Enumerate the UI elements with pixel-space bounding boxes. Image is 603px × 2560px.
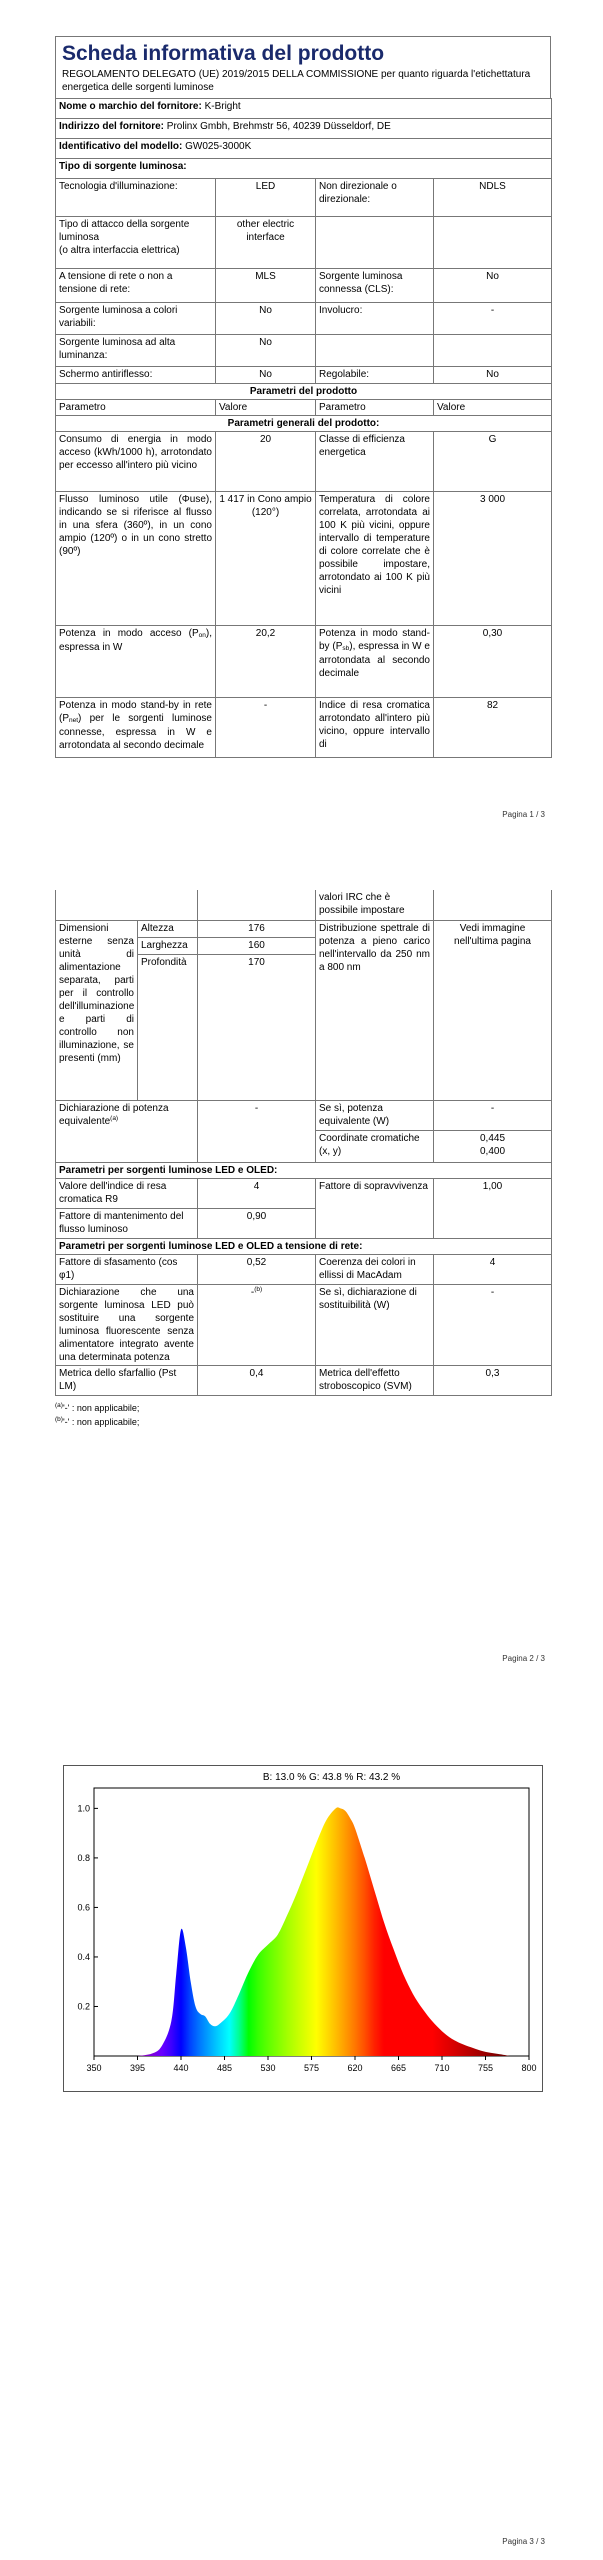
- replacement-claim-label: Se sì, dichiarazione di sostituibilità (W): [316, 1284, 434, 1365]
- x-tick-label: 575: [303, 2063, 320, 2073]
- spectral-distribution-value: Vedi immagine nell'ultima pagina: [434, 920, 552, 1100]
- standby-power-label: [316, 626, 434, 698]
- colour-tunable-value: No: [216, 303, 316, 335]
- mains-value: MLS: [216, 269, 316, 303]
- footnote-a: [55, 1401, 551, 1416]
- column-header-row: [56, 400, 552, 416]
- efficiency-class-label: Classe di efficienza energetica: [316, 432, 434, 492]
- stroboscopic-value: 0,3: [434, 1365, 552, 1395]
- depth-value: 170: [198, 954, 316, 1100]
- label-part: ), espressa in W e arrotondata al secondo decimale: [319, 641, 430, 679]
- macadam-label: Coerenza dei colori in ellissi di MacAdam: [316, 1254, 434, 1284]
- spectral-distribution-chart: [63, 1765, 543, 2092]
- empty-cell: [434, 217, 552, 269]
- energy-row: [56, 432, 552, 492]
- col-header-param-2: Parametro: [316, 400, 434, 416]
- networked-standby-value: -: [216, 698, 316, 758]
- product-sheet-continued: [55, 890, 551, 1430]
- r9-row: [56, 1178, 552, 1208]
- empty-cell: [316, 217, 434, 269]
- regulation-desc: per quanto riguarda l'etichettatura energetica delle sorgenti luminose: [62, 69, 531, 94]
- cri-value: 82: [434, 698, 552, 758]
- equivalent-power-row: [56, 1100, 552, 1130]
- directional-label: Non direzionale o direzionale:: [316, 179, 434, 217]
- source-row-5: [56, 335, 552, 367]
- x-tick-label: 530: [260, 2063, 276, 2073]
- equivalent-power-w-value: -: [434, 1100, 552, 1130]
- efficiency-class-value: G: [434, 432, 552, 492]
- y-tick-label: 0.2: [77, 2001, 90, 2012]
- r9-value: 4: [198, 1178, 316, 1208]
- led-oled-heading-row: [56, 1162, 552, 1178]
- power-factor-label: Fattore di sfasamento (cos φ1): [56, 1254, 198, 1284]
- page-1: [0, 0, 603, 830]
- product-params-heading: Parametri del prodotto: [56, 384, 552, 400]
- led-mains-heading: Parametri per sorgenti luminose LED e OLED a tensione di rete:: [56, 1238, 552, 1254]
- equivalent-power-value: -: [198, 1100, 316, 1162]
- survival-factor-label: Fattore di sopravvivenza: [316, 1178, 434, 1238]
- power-factor-value: 0,52: [198, 1254, 316, 1284]
- supplier-name-value: K-Bright: [204, 101, 241, 113]
- colour-tunable-label: Sorgente luminosa a colori variabili:: [56, 303, 216, 335]
- page-number: Pagina 1 / 3: [502, 810, 545, 819]
- page-number: Pagina 3 / 3: [502, 2537, 545, 2546]
- footnote-text: '-' : non applicabile;: [62, 1417, 140, 1427]
- empty-cell: [198, 890, 316, 920]
- fluorescent-replacement-label: Dichiarazione che una sorgente luminosa LED può sostituire una sorgente luminosa fluorescente senza alimentatore integrato avente una determinata potenza: [56, 1284, 198, 1365]
- label-part: ), espressa in W: [59, 628, 212, 653]
- fluorescent-replacement-value: [198, 1284, 316, 1365]
- cct-value: 3 000: [434, 492, 552, 626]
- y-tick-label: 1.0: [77, 1803, 90, 1814]
- col-header-value-2: Valore: [434, 400, 552, 416]
- document-title: Scheda informativa del prodotto: [62, 42, 385, 65]
- chromaticity-x: 0,445: [479, 1132, 506, 1144]
- footnote-text: '-' : non applicabile;: [62, 1402, 140, 1413]
- cri-label: Indice di resa cromatica arrotondato all'intero più vicino, oppure intervallo di: [316, 698, 434, 758]
- flicker-metric-label: Metrica dello sfarfallio (Pst LM): [56, 1365, 198, 1395]
- replacement-claim-value: -: [434, 1284, 552, 1365]
- footnotes: [55, 1401, 551, 1430]
- empty-cell: [316, 335, 434, 367]
- x-tick-label: 800: [521, 2063, 537, 2073]
- on-mode-power-value: 20,2: [216, 626, 316, 698]
- model-value: GW025-3000K: [185, 141, 252, 153]
- page-number: Pagina 2 / 3: [502, 1654, 545, 1663]
- x-tick-label: 350: [86, 2063, 102, 2073]
- source-type-heading: Tipo di sorgente luminosa:: [56, 159, 552, 179]
- x-tick-label: 440: [173, 2063, 189, 2073]
- empty-cell: [434, 890, 552, 920]
- general-params-heading: Parametri generali del prodotto:: [56, 416, 552, 432]
- energy-consumption-value: 20: [216, 432, 316, 492]
- label-subscript: on: [198, 632, 206, 640]
- stroboscopic-label: Metrica dell'effetto stroboscopico (SVM): [316, 1365, 434, 1395]
- title-block: [55, 36, 551, 98]
- supplier-name-row: [56, 99, 552, 119]
- height-label: Altezza: [138, 920, 198, 937]
- anti-glare-value: No: [216, 367, 316, 384]
- label-part: Potenza in modo stand-by in rete (P: [59, 700, 212, 725]
- footnote-ref-b: (b): [254, 1285, 263, 1293]
- supplier-address-value: Prolinx Gmbh, Brehmstr 56, 40239 Düsseldorf, DE: [166, 121, 391, 133]
- technology-value: LED: [216, 179, 316, 217]
- supplier-address-row: [56, 119, 552, 139]
- source-type-heading-row: [56, 159, 552, 179]
- source-row-1: [56, 179, 552, 217]
- regulation-ref: REGOLAMENTO DELEGATO (UE) 2019/2015 DELLA COMMISSIONE: [62, 69, 379, 81]
- product-params-heading-row: [56, 384, 552, 400]
- high-luminance-value: No: [216, 335, 316, 367]
- depth-label: Profondità: [138, 954, 198, 1100]
- energy-consumption-label: Consumo di energia in modo acceso (kWh/1000 h), arrotondato per eccesso all'intero più vicino: [56, 432, 216, 492]
- col-header-value: Valore: [216, 400, 316, 416]
- width-value: 160: [198, 937, 316, 954]
- label-subscript: sb: [342, 645, 350, 653]
- x-tick-label: 395: [129, 2063, 146, 2073]
- cap-type-label: Tipo di attacco della sorgente luminosa (o altra interfaccia elettrica): [56, 217, 216, 269]
- col-header-param: Parametro: [56, 400, 216, 416]
- x-tick-label: 755: [477, 2063, 494, 2073]
- lumen-maintenance-label: Fattore di mantenimento del flusso luminoso: [56, 1208, 198, 1238]
- chromaticity-label: Coordinate cromatiche (x, y): [316, 1130, 434, 1162]
- useful-flux-value: 1 417 in Cono ampio (120°): [216, 492, 316, 626]
- high-luminance-label: Sorgente luminosa ad alta luminanza:: [56, 335, 216, 367]
- footnote-mark: (b): [55, 1416, 63, 1423]
- x-tick-label: 665: [390, 2063, 407, 2073]
- survival-factor-value: 1,00: [434, 1178, 552, 1238]
- regulation-text: [62, 68, 544, 94]
- page-3: [0, 1710, 603, 2560]
- general-params-heading-row: [56, 416, 552, 432]
- power-row: [56, 626, 552, 698]
- networked-standby-row: [56, 698, 552, 758]
- source-row-6: [56, 367, 552, 384]
- label-part: Potenza in modo stand-by (P: [319, 628, 430, 653]
- empty-cell: [434, 335, 552, 367]
- width-label: Larghezza: [138, 937, 198, 954]
- flicker-metric-value: 0,4: [198, 1365, 316, 1395]
- dimmable-label: Regolabile:: [316, 367, 434, 384]
- product-sheet: [55, 36, 551, 758]
- model-label: Identificativo del modello:: [59, 141, 183, 153]
- y-tick-label: 0.6: [77, 1902, 90, 1913]
- label-part: Dichiarazione di potenza equivalente: [59, 1102, 169, 1127]
- model-row: [56, 139, 552, 159]
- supplier-name-label: Nome o marchio del fornitore:: [59, 101, 202, 113]
- dimensions-row-1: [56, 920, 552, 937]
- directional-value: NDLS: [434, 179, 552, 217]
- envelope-label: Involucro:: [316, 303, 434, 335]
- macadam-value: 4: [434, 1254, 552, 1284]
- footnote-ref-a: (a): [110, 1114, 119, 1122]
- value-part: -: [250, 1286, 255, 1298]
- cri-label-continued: valori IRC che è possibile impostare: [316, 890, 434, 920]
- source-row-4: [56, 303, 552, 335]
- footnote-mark: (a): [55, 1401, 63, 1409]
- cct-label: Temperatura di colore correlata, arrotondata ai 100 K più vicini, oppure intervallo di temperature di colore correlate che è possibile impostare, arrotondato ai 100 K più vicini: [316, 492, 434, 626]
- chromaticity-y: 0,400: [479, 1145, 506, 1157]
- cri-continued-row: [56, 890, 552, 920]
- product-table: [55, 98, 552, 758]
- flicker-row: [56, 1365, 552, 1395]
- r9-label: Valore dell'indice di resa cromatica R9: [56, 1178, 198, 1208]
- lumen-maintenance-value: 0,90: [198, 1208, 316, 1238]
- source-row-3: [56, 269, 552, 303]
- supplier-address-label: Indirizzo del fornitore:: [59, 121, 164, 133]
- mains-label: A tensione di rete o non a tensione di rete:: [56, 269, 216, 303]
- envelope-value: -: [434, 303, 552, 335]
- dimensions-label: Dimensioni esterne senza unità di alimentazione separata, parti per il controllo dell'illuminazione e parti di controllo non illuminazione, se presenti (mm): [56, 920, 138, 1100]
- chart-svg: [64, 1766, 542, 2091]
- label-part: ) per le sorgenti luminose connesse, espressa in W e arrotondata al secondo decimale: [59, 713, 212, 751]
- equivalent-power-w-label: Se sì, potenza equivalente (W): [316, 1100, 434, 1130]
- x-tick-label: 710: [434, 2063, 450, 2073]
- cls-label: Sorgente luminosa connessa (CLS):: [316, 269, 434, 303]
- flux-row: [56, 492, 552, 626]
- product-table-continued: [55, 890, 552, 1396]
- spectral-distribution-label: Distribuzione spettrale di potenza a pieno carico nell'intervallo da 250 nm a 800 nm: [316, 920, 434, 1100]
- label-subscript: net: [69, 717, 79, 725]
- equivalent-power-label: [56, 1100, 198, 1162]
- x-tick-label: 485: [216, 2063, 233, 2073]
- power-factor-row: [56, 1254, 552, 1284]
- x-tick-label: 620: [347, 2063, 363, 2073]
- chromaticity-value: [434, 1130, 552, 1162]
- source-row-2: [56, 217, 552, 269]
- standby-power-value: 0,30: [434, 626, 552, 698]
- networked-standby-label: [56, 698, 216, 758]
- useful-flux-label: Flusso luminoso utile (Φuse), indicando se si riferisce al flusso in una sfera (360º), in un cono ampio (120º) o in un cono stretto (90º): [56, 492, 216, 626]
- footnote-b: [55, 1415, 551, 1430]
- dimmable-value: No: [434, 367, 552, 384]
- empty-cell: [56, 890, 198, 920]
- led-mains-heading-row: [56, 1238, 552, 1254]
- height-value: 176: [198, 920, 316, 937]
- y-tick-label: 0.8: [77, 1852, 90, 1863]
- technology-label: Tecnologia d'illuminazione:: [56, 179, 216, 217]
- led-oled-heading: Parametri per sorgenti luminose LED e OLED:: [56, 1162, 552, 1178]
- page-2: [0, 830, 603, 1710]
- cls-value: No: [434, 269, 552, 303]
- chart-title: B: 13.0 % G: 43.8 % R: 43.2 %: [262, 1772, 401, 1783]
- cap-type-value: other electric interface: [216, 217, 316, 269]
- label-part: Potenza in modo acceso (P: [59, 628, 199, 640]
- fluorescent-replacement-row: [56, 1284, 552, 1365]
- anti-glare-label: Schermo antiriflesso:: [56, 367, 216, 384]
- on-mode-power-label: [56, 626, 216, 698]
- y-tick-label: 0.4: [77, 1951, 90, 1962]
